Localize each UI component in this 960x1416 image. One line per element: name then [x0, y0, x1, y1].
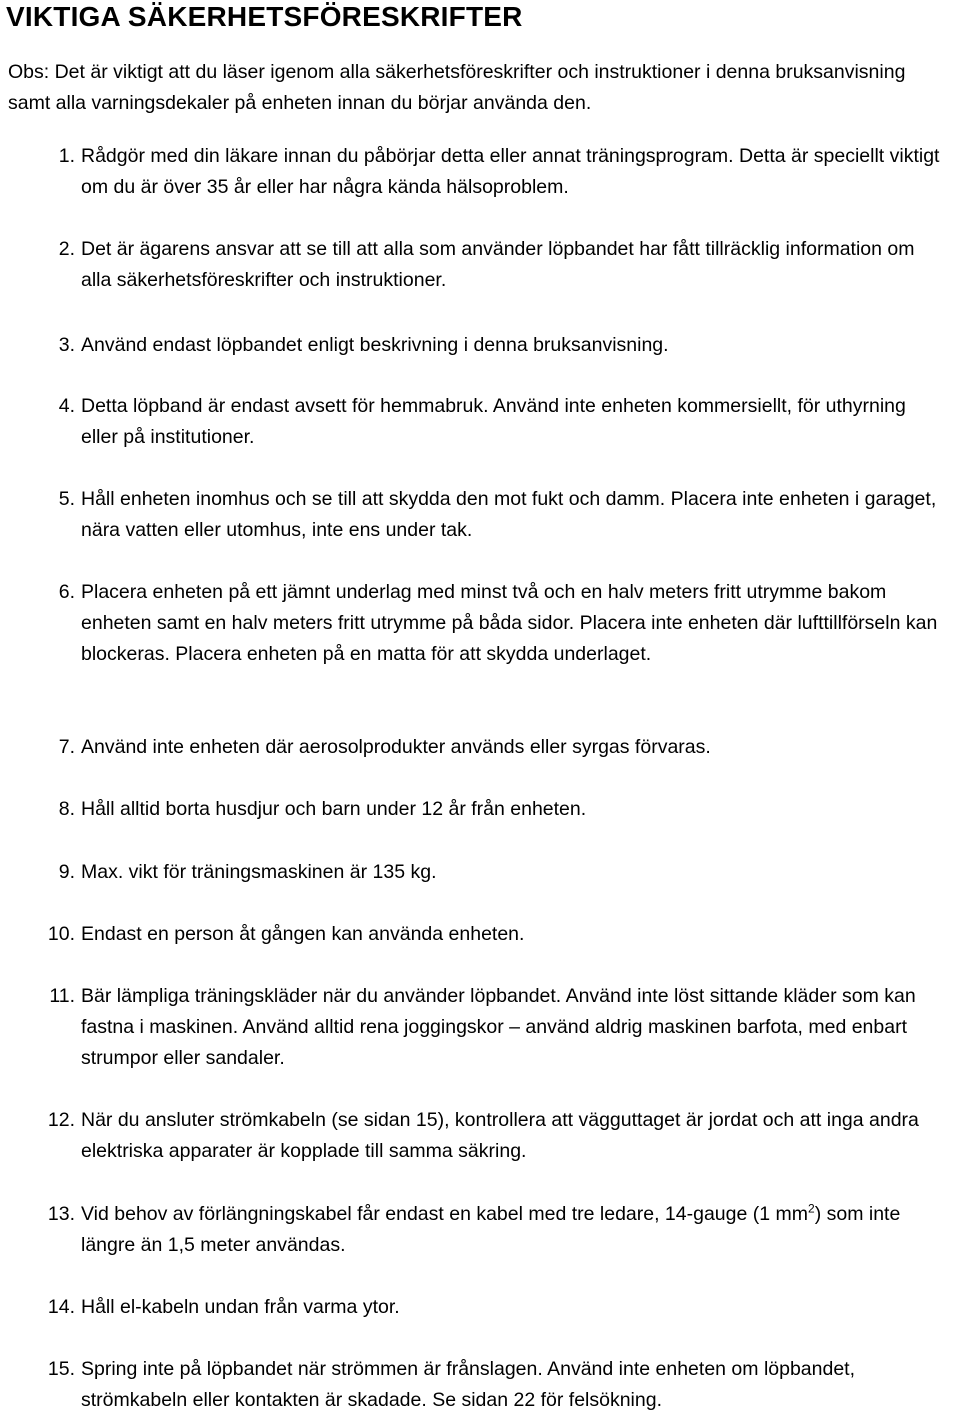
list-item	[0, 1354, 940, 1416]
item-text: Använd endast löpbandet enligt beskrivning i denna bruksanvisning.	[81, 334, 669, 356]
list-item	[0, 484, 940, 546]
item-text: När du ansluter strömkabeln (se sidan 15), kontrollera att vägguttaget är jordat och att inga andra elektriska apparater är kopplade till samma säkring.	[81, 1109, 919, 1162]
item-number: 4.	[58, 395, 75, 417]
list-item	[0, 732, 940, 763]
intro-paragraph: Obs: Det är viktigt att du läser igenom alla säkerhetsföreskrifter och instruktioner i denna bruksanvisning samt alla varningsdekaler på enheten innan du börjar använda den.	[8, 61, 906, 114]
item-text: Rådgör med din läkare innan du påbörjar detta eller annat träningsprogram. Detta är speciellt viktigt om du är över 35 år eller har några kända hälsoproblem.	[81, 145, 940, 198]
item-number: 1.	[58, 145, 75, 167]
item-text: Håll el-kabeln undan från varma ytor.	[81, 1296, 400, 1318]
item-number: 3.	[58, 334, 75, 356]
list-item	[0, 1292, 940, 1323]
item-number: 2.	[58, 238, 75, 260]
item-text: Det är ägarens ansvar att se till att alla som använder löpbandet har fått tillräcklig information om alla säkerhetsföreskrifter och instruktioner.	[81, 238, 915, 291]
list-item	[0, 1199, 940, 1261]
item-text: Använd inte enheten där aerosolprodukter används eller syrgas förvaras.	[81, 736, 711, 758]
item-number: 8.	[58, 798, 75, 820]
list-item	[0, 794, 940, 825]
item-number: 13.	[47, 1203, 75, 1225]
superscript: 2	[808, 1201, 815, 1216]
item-text: Spring inte på löpbandet när strömmen är frånslagen. Använd inte enheten om löpbandet, strömkabeln eller kontakten är skadade. Se sidan 22 för felsökning.	[81, 1358, 856, 1411]
item-text: Håll alltid borta husdjur och barn under 12 år från enheten.	[81, 798, 587, 820]
item-number: 9.	[58, 861, 75, 883]
item-number: 15.	[47, 1358, 75, 1380]
item-number: 6.	[58, 581, 75, 603]
item-text: Detta löpband är endast avsett för hemmabruk. Använd inte enheten kommersiellt, för uthyrning eller på institutioner.	[81, 395, 906, 448]
list-item	[0, 577, 940, 670]
document-title: VIKTIGA SÄKERHETSFÖRESKRIFTER	[6, 1, 523, 32]
list-item	[0, 1105, 940, 1167]
item-text-part: Vid behov av förlängningskabel får endast en kabel med tre ledare, 14-gauge (1 mm	[81, 1203, 809, 1225]
list-item	[0, 981, 940, 1074]
item-text: Endast en person åt gången kan använda enheten.	[81, 923, 525, 945]
item-number: 11.	[49, 985, 75, 1007]
item-text: Max. vikt för träningsmaskinen är 135 kg.	[81, 861, 437, 883]
item-text-part: ) som inte längre än 1,5 meter användas.	[81, 1203, 901, 1256]
item-number: 7.	[58, 736, 75, 758]
list-item	[0, 391, 940, 453]
list-item	[0, 330, 940, 361]
item-number: 12.	[47, 1109, 75, 1131]
item-number: 14.	[47, 1296, 75, 1318]
item-number: 10.	[47, 923, 75, 945]
item-text: Placera enheten på ett jämnt underlag med minst två och en halv meters fritt utrymme bakom enheten samt en halv meters fritt utrymme på båda sidor. Placera inte enheten där lufttillförseln kan blockeras. Placera enheten på en matta för att skydda underlaget.	[81, 581, 938, 665]
item-text: Bär lämpliga träningskläder när du använder löpbandet. Använd inte löst sittande kläder som kan fastna i maskinen. Använd alltid rena joggingskor – använd aldrig maskinen barfota, med enbart strumpor eller sandaler.	[81, 985, 916, 1069]
list-item	[0, 919, 940, 950]
list-item	[0, 857, 940, 888]
item-text	[81, 1199, 941, 1261]
list-item	[0, 141, 940, 203]
list-item	[0, 234, 940, 296]
item-number: 5.	[58, 488, 75, 510]
item-text: Håll enheten inomhus och se till att skydda den mot fukt och damm. Placera inte enheten i garaget, nära vatten eller utomhus, inte ens under tak.	[81, 488, 937, 541]
